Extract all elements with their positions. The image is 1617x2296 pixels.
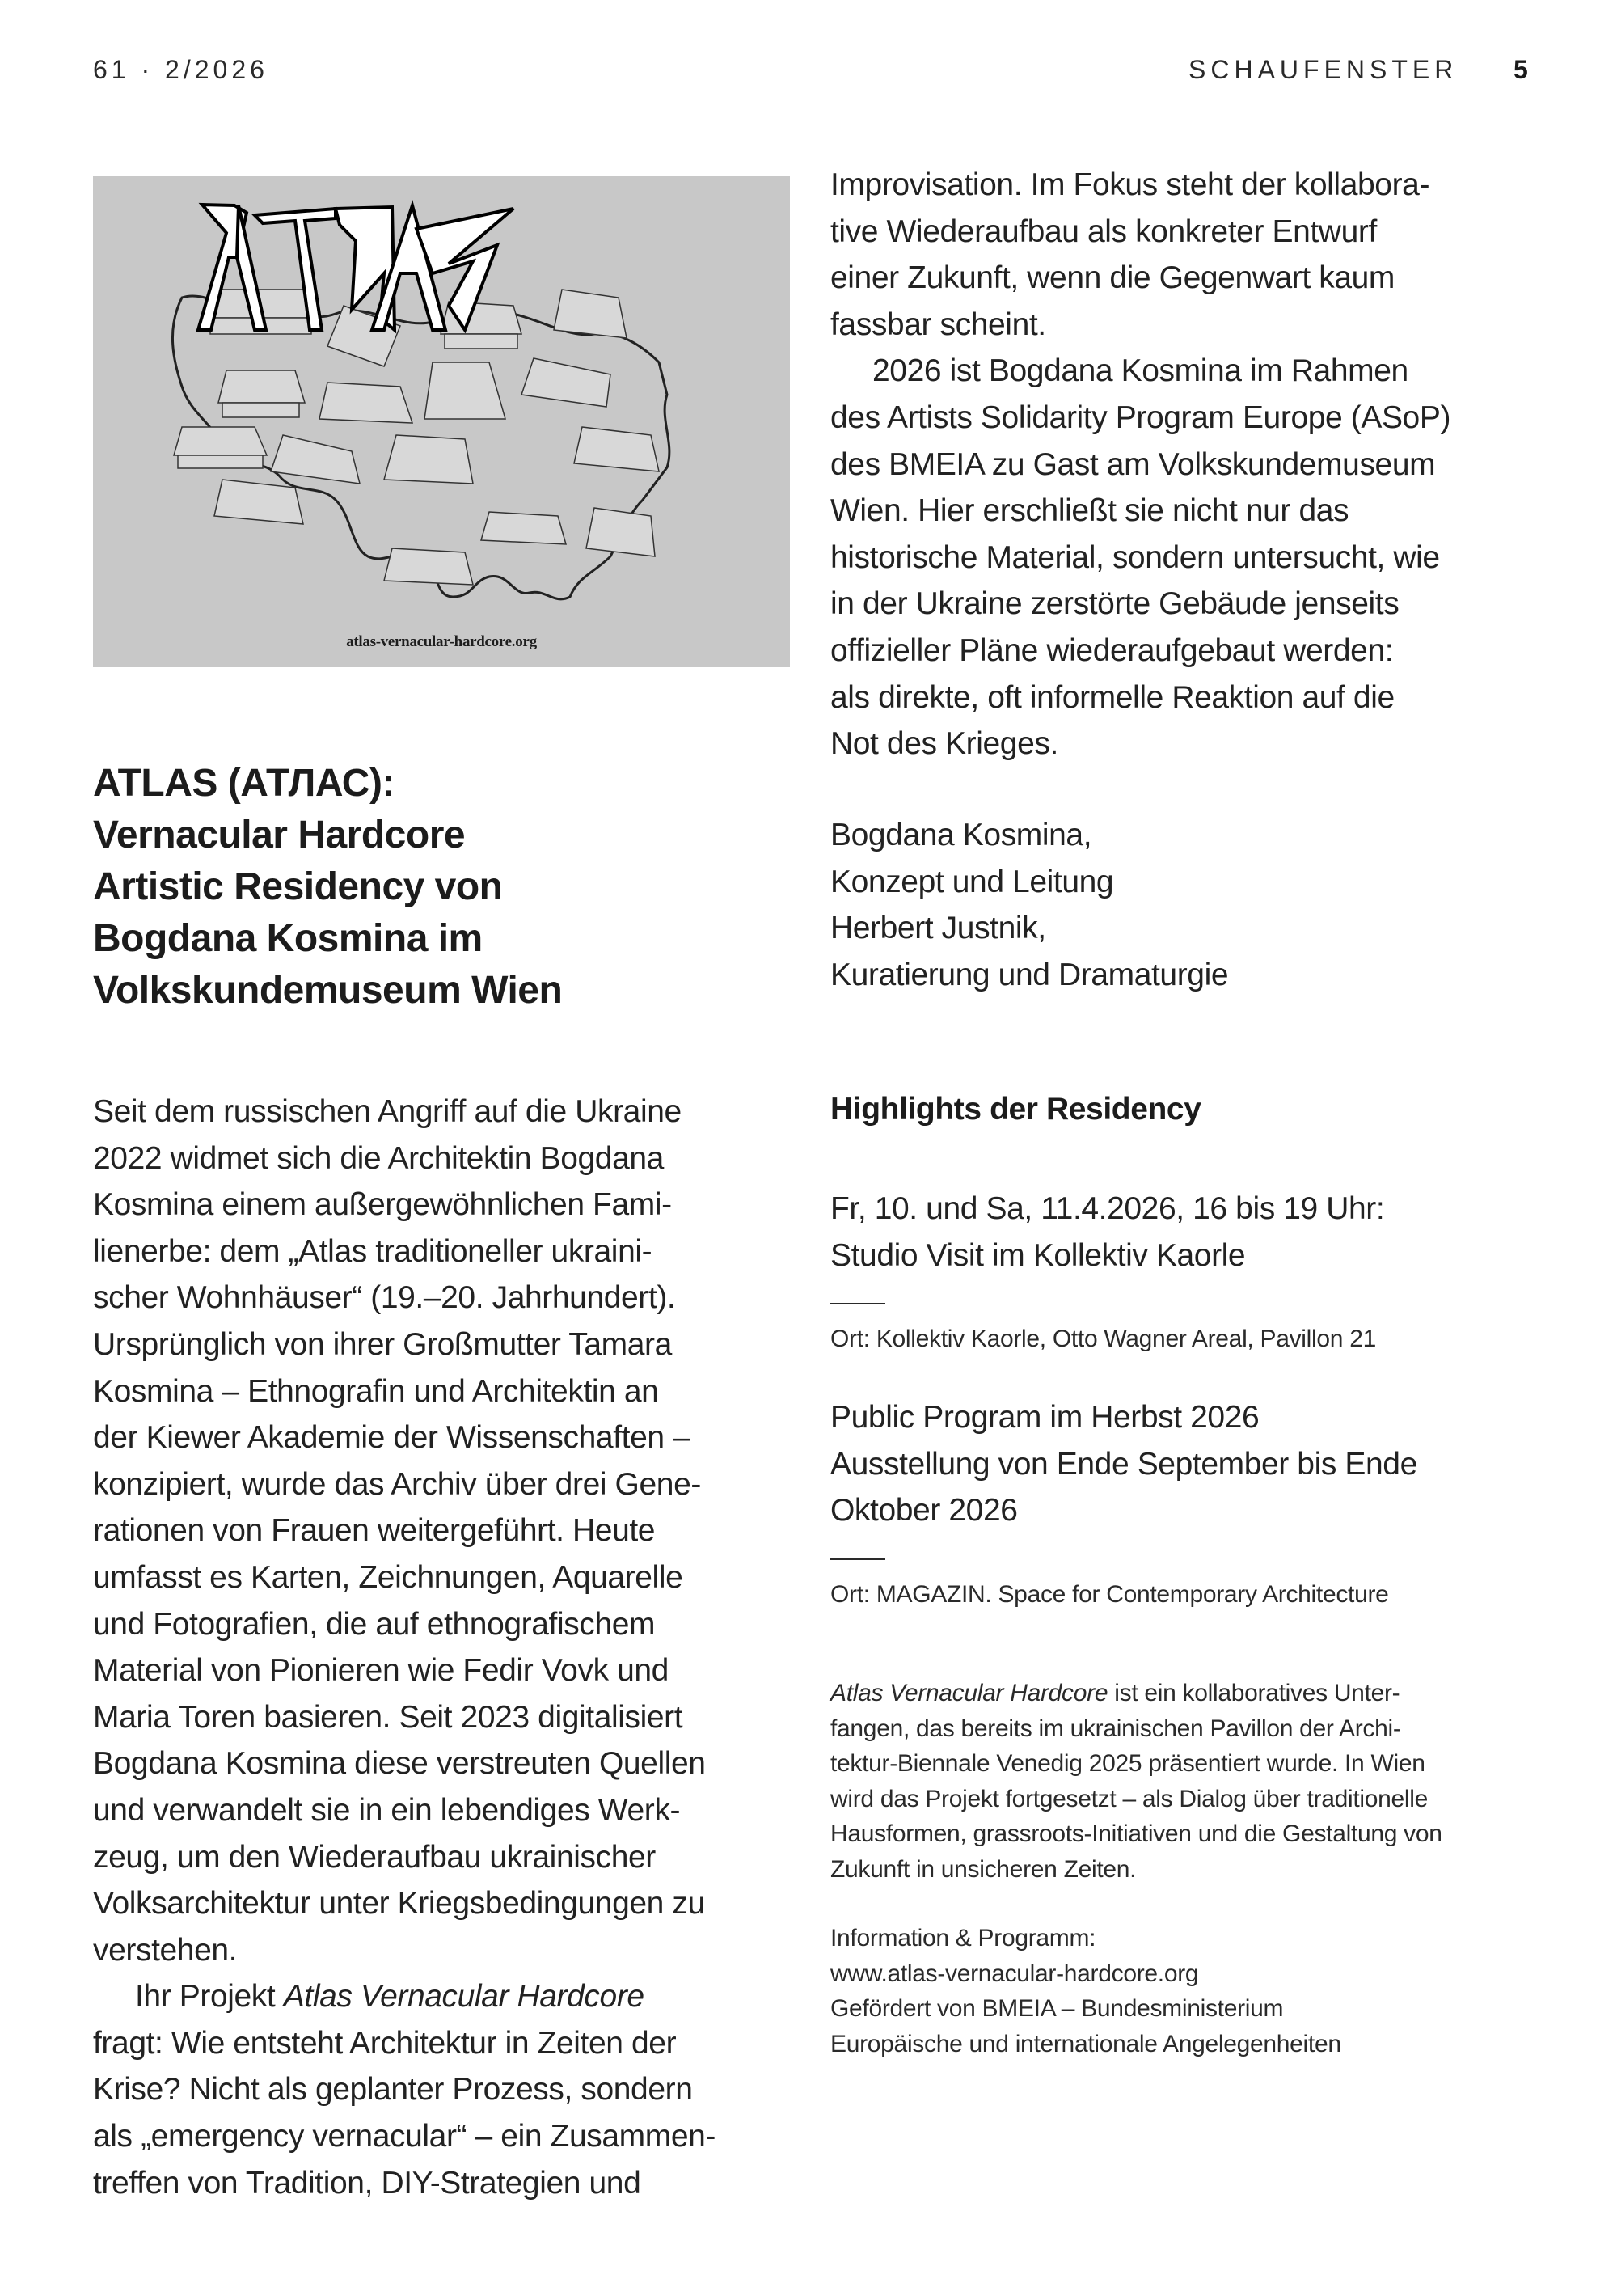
project-about <box>830 1676 1574 1887</box>
divider <box>830 1303 885 1304</box>
text-segment: verstehen. <box>93 1932 238 1968</box>
text-segment: 2022 widmet sich die Architektin Bogdana <box>93 1140 664 1176</box>
atlas-hero-image <box>93 176 790 667</box>
article-body-right <box>830 162 1558 767</box>
text-line <box>830 581 1558 628</box>
text-line <box>93 1414 804 1461</box>
headline-line: Vernacular Hardcore <box>93 814 466 856</box>
text-line <box>93 1601 804 1648</box>
event-location: Ort: Kollektiv Kaorle, Otto Wagner Areal, Pavillon 21 <box>830 1326 1376 1353</box>
info-block <box>830 1921 1574 2061</box>
funding-line: Europäische und internationale Angelegenheiten <box>830 2030 1341 2057</box>
text-segment: tektur-Biennale Venedig 2025 präsentiert wurde. In Wien <box>830 1750 1425 1777</box>
article-body-left <box>93 1089 804 2206</box>
text-line <box>830 488 1558 535</box>
text-segment: zeug, um den Wiederaufbau ukrainischer <box>93 1839 656 1875</box>
text-line <box>830 348 1558 395</box>
text-line <box>830 209 1558 256</box>
text-line <box>93 1135 804 1182</box>
headline-line: Volkskundemuseum Wien <box>93 969 563 1012</box>
text-line <box>93 1973 804 2020</box>
text-segment: treffen von Tradition, DIY-Strategien und <box>93 2165 641 2201</box>
text-line <box>93 1927 804 1974</box>
text-segment: Zukunft in unsicheren Zeiten. <box>830 1855 1137 1883</box>
text-segment: und Fotografien, die auf ethnografischem <box>93 1606 656 1642</box>
divider <box>830 1558 885 1560</box>
text-line <box>830 442 1558 488</box>
text-line <box>830 162 1558 209</box>
text-segment: des Artists Solidarity Program Europe (ASoP) <box>830 400 1451 435</box>
text-segment: Kosmina – Ethnografin und Architektin an <box>93 1373 659 1409</box>
text-segment: Bogdana Kosmina diese verstreuten Quellen <box>93 1746 706 1782</box>
text-segment: Krise? Nicht als geplanter Prozess, sondern <box>93 2072 693 2108</box>
text-line <box>93 1834 804 1881</box>
credits <box>830 812 1558 998</box>
text-segment: einer Zukunft, wenn die Gegenwart kaum <box>830 260 1395 296</box>
text-segment: Ihr Projekt <box>135 1979 284 2015</box>
atlas-illustration <box>93 176 790 667</box>
headline-line: ATLAS (АТЛАС): <box>93 762 395 805</box>
text-line <box>830 1816 1574 1852</box>
text-line <box>93 1740 804 1787</box>
text-segment: des BMEIA zu Gast am Volkskundemuseum <box>830 446 1436 482</box>
text-segment: als direkte, oft informelle Reaktion auf die <box>830 679 1395 715</box>
text-segment: der Kiewer Akademie der Wissenschaften – <box>93 1420 690 1456</box>
text-segment: lienerbe: dem „Atlas traditioneller ukraini- <box>93 1233 652 1269</box>
text-segment: historische Material, sondern untersucht, wie <box>830 539 1440 575</box>
credit-name: Bogdana Kosmina, <box>830 818 1092 852</box>
text-segment: fassbar scheint. <box>830 307 1046 342</box>
credit-role: Kuratierung und Dramaturgie <box>830 957 1229 992</box>
image-caption-url: atlas-vernacular-hardcore.org <box>346 633 537 650</box>
article-headline <box>93 758 804 1017</box>
text-segment: fangen, das bereits im ukrainischen Pavillon der Archi- <box>830 1715 1401 1742</box>
event-description: Oktober 2026 <box>830 1493 1018 1529</box>
text-segment: tive Wiederaufbau als konkreter Entwurf <box>830 214 1377 249</box>
text-segment: und verwandelt sie in ein lebendiges Werk- <box>93 1792 681 1828</box>
text-line <box>830 302 1558 349</box>
text-segment: 2026 ist Bogdana Kosmina im Rahmen <box>872 353 1408 389</box>
text-line <box>93 1182 804 1228</box>
section-name: SCHAUFENSTER <box>1188 55 1459 84</box>
text-segment: scher Wohnhäuser“ (19.–20. Jahrhundert). <box>93 1280 676 1316</box>
text-line <box>830 1711 1574 1747</box>
text-line <box>93 1647 804 1694</box>
text-line <box>93 1275 804 1321</box>
text-segment: konzipiert, wurde das Archiv über drei Gene- <box>93 1466 701 1502</box>
text-line <box>93 2160 804 2207</box>
text-line <box>93 1554 804 1601</box>
event-title: Public Program im Herbst 2026 <box>830 1400 1260 1435</box>
text-line <box>93 1461 804 1508</box>
text-line <box>830 674 1558 721</box>
highlights-heading: Highlights der Residency <box>830 1092 1201 1127</box>
text-segment: wird das Projekt fortgesetzt – als Dialog über traditionelle <box>830 1785 1429 1812</box>
text-line <box>830 721 1558 767</box>
event-title: Studio Visit im Kollektiv Kaorle <box>830 1237 1246 1273</box>
text-line <box>93 2020 804 2067</box>
text-segment: fragt: Wie entsteht Architektur in Zeiten der <box>93 2025 677 2061</box>
text-segment: rationen von Frauen weitergeführt. Heute <box>93 1513 656 1549</box>
text-line <box>830 1852 1574 1888</box>
text-line <box>93 1787 804 1834</box>
text-segment: als „emergency vernacular“ – ein Zusammen- <box>93 2119 716 2154</box>
text-line <box>93 1089 804 1135</box>
text-line <box>93 1880 804 1927</box>
text-segment: offizieller Pläne wiederaufgebaut werden: <box>830 632 1394 668</box>
text-line <box>93 1694 804 1741</box>
text-line <box>93 1321 804 1368</box>
text-line <box>830 628 1558 674</box>
headline-line: Artistic Residency von <box>93 865 503 908</box>
event-date: Fr, 10. und Sa, 11.4.2026, 16 bis 19 Uhr: <box>830 1191 1385 1226</box>
text-segment: Maria Toren basieren. Seit 2023 digitalisiert <box>93 1699 683 1735</box>
text-segment: Ursprünglich von ihrer Großmutter Tamara <box>93 1326 672 1362</box>
project-title-italic: Atlas Vernacular Hardcore <box>283 1979 644 2015</box>
text-segment: Improvisation. Im Fokus steht der kollabora- <box>830 167 1430 202</box>
text-line <box>93 1507 804 1554</box>
website-link[interactable]: www.atlas-vernacular-hardcore.org <box>830 1960 1199 1987</box>
text-segment: ist ein kollaboratives Unter- <box>1108 1680 1400 1706</box>
page-number: 5 <box>1514 55 1528 84</box>
event-location: Ort: MAGAZIN. Space for Contemporary Architecture <box>830 1580 1389 1608</box>
text-segment: Seit dem russischen Angriff auf die Ukraine <box>93 1094 682 1129</box>
funding-line: Gefördert von BMEIA – Bundesministerium <box>830 1995 1284 2022</box>
text-line <box>830 255 1558 302</box>
text-line <box>830 1676 1574 1711</box>
text-line <box>93 2113 804 2160</box>
event-item <box>830 1394 1558 1609</box>
headline-line: Bogdana Kosmina im <box>93 917 483 960</box>
text-line <box>93 1228 804 1275</box>
text-segment: in der Ukraine zerstörte Gebäude jenseits <box>830 586 1400 622</box>
text-segment: Not des Krieges. <box>830 726 1058 762</box>
event-item <box>830 1186 1558 1353</box>
text-line <box>93 2066 804 2113</box>
credit-name: Herbert Justnik, <box>830 911 1046 946</box>
text-segment: Volksarchitektur unter Kriegsbedingungen zu <box>93 1886 705 1922</box>
text-line <box>830 1782 1574 1817</box>
house-drawings <box>174 290 659 585</box>
text-segment: Material von Pionieren wie Fedir Vovk und <box>93 1653 669 1689</box>
text-line <box>93 1368 804 1415</box>
text-segment: Hausformen, grassroots-Initiativen und die Gestaltung von <box>830 1820 1442 1847</box>
project-title-italic: Atlas Vernacular Hardcore <box>830 1680 1108 1706</box>
text-segment: Kosmina einem außergewöhnlichen Fami- <box>93 1187 672 1223</box>
text-segment: umfasst es Karten, Zeichnungen, Aquarelle <box>93 1559 683 1595</box>
text-line <box>830 535 1558 581</box>
text-line <box>830 395 1558 442</box>
text-segment: Wien. Hier erschließt sie nicht nur das <box>830 493 1349 529</box>
text-line <box>830 1746 1574 1782</box>
credit-role: Konzept und Leitung <box>830 864 1114 899</box>
info-label: Information & Programm: <box>830 1925 1096 1951</box>
issue-number: 61 · 2/2026 <box>93 55 268 84</box>
event-description: Ausstellung von Ende September bis Ende <box>830 1446 1417 1482</box>
